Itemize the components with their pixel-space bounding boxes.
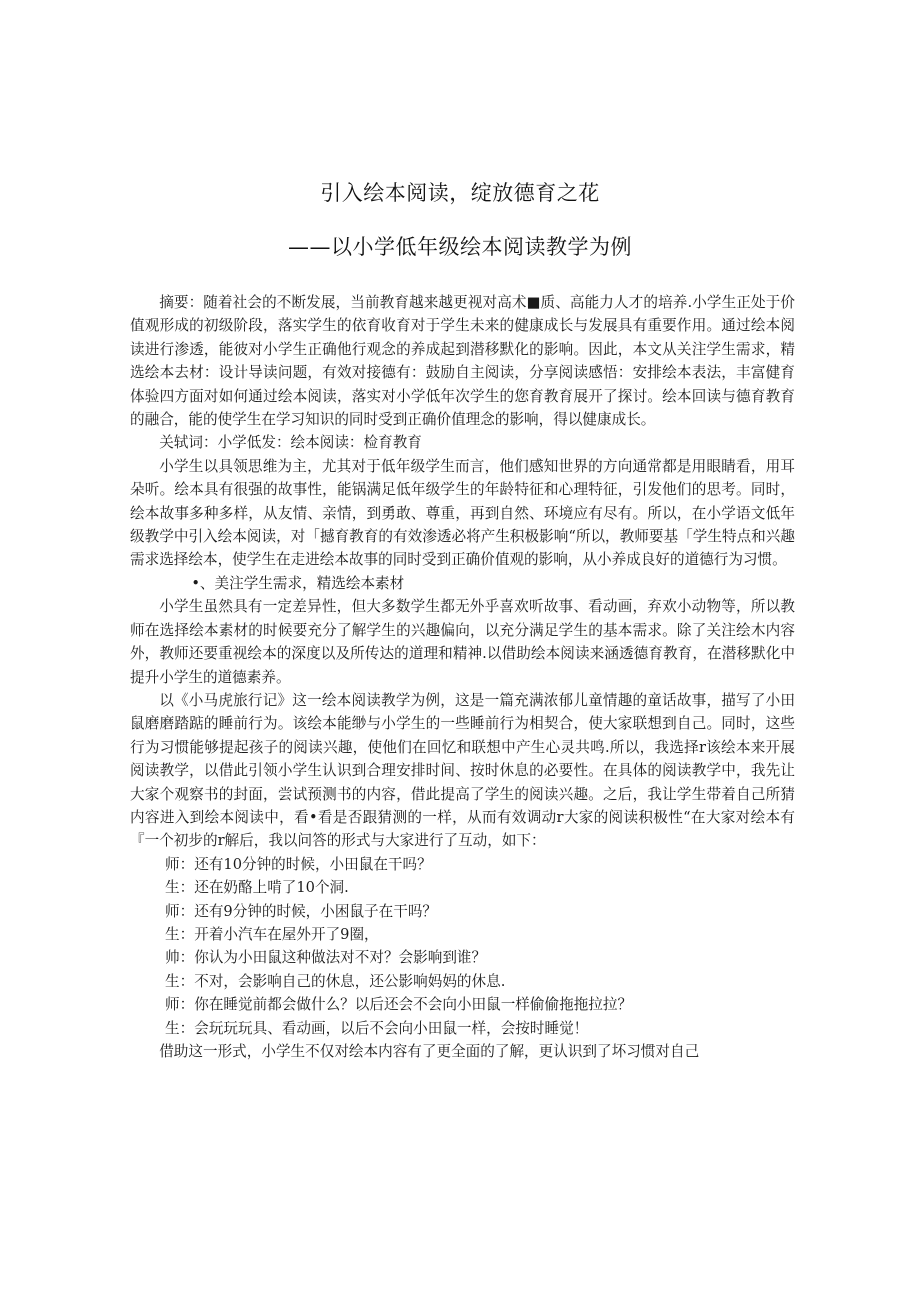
article-body	[130, 291, 795, 1063]
dialogue-line: 帅：你认为小田鼠这种做法对不对？会影响到谁？	[165, 949, 487, 967]
intro-paragraph: 小学生以具领思维为主，尤其对于低年级学生而言，他们感知世界的方向通常都是用眼睛看，用耳朵听。绘本具有很强的故事性，能锅满足低年级学生的年龄特征和心理特征，引发他们的思考。同时，绘本故事多种多样，从友情、亲情，到勇敢、尊重，再到自然、环境应有尽有。所以，在小学语文低年级教学中引入绘本阅读，对「撼育教育的有效渗透必将产生积极影响“所以，教师要基「学生特点和兴趣需求选择绘本，使学生在走进绘本故事的同时受到正确价值观的影响，从小养成良好的道德行为习惯。	[130, 457, 795, 569]
page-subtitle: ——以小学低年级绘本阅读教学为例	[288, 235, 632, 259]
section-heading: •、美注学生需求，精选绘本素材	[191, 574, 405, 592]
dialogue-line: 生：会玩玩玩具、看动画，以后不会向小田鼠一样，会按时睡觉！	[165, 1019, 589, 1037]
page-title: 引入绘本阅读，绽放德育之花	[320, 181, 600, 205]
abstract-paragraph: 摘要：随着社会的不断发展，当前教育越来越更视对高术■质、高能力人才的培养.小学生正处于价值观形成的初级阶段，落实学生的依育收育对于学生未来的健康成长与发展具有重要作用。通过绘本阅读进行渗透，能彼对小学生正确他行观念的养成起到潜移默化的影响。因此，本文从关注学生需求，精选绘本去材：设计导读问题，有效对接德有：鼓励自主阅读，分享阅读感悟：安排绘本表法，丰富健育体验四方面对如何通过绘本阅读，落实对小学低年次学生的您育教育展开了探讨。绘本回读与德育教育的融合，能的使学生在学习知识的同时受到正确价值理念的影响，得以健康成长。	[130, 294, 795, 429]
dialogue-line: 生：不对，会影响自己的休息，还公影响妈妈的休息.	[165, 972, 506, 990]
dialogue-line: 师：还有10分钟的时候，小田鼠在干吗？	[165, 855, 432, 873]
dialogue-line: 生：开着小汽车在屋外开了9圈，	[165, 925, 379, 943]
dialogue-line: 师：还有9分钟的时候，小困鼠子在干吗？	[165, 902, 438, 920]
keywords-line: 关轼词：小学低发：绘本阅读：检育教育	[159, 434, 422, 452]
section-paragraph: 以《小马虎旅行记》这一绘本阅读教学为例，这是一篇充满浓郁儿童情趣的童话故事，描写了小田鼠磨磨踏踮的睡前行为。该绘本能缈与小学生的一些睡前行为相契合，使大家联想到自己。同时，这些行为习惯能够提起孩子的阅读兴趣，使他们在回忆和联想中产生心灵共鸣.所以，我选择r该绘本来开展阅读教学，以借此引领小学生认识到合理安排时间、按时休息的必要性。在具体的阅读教学中，我先让大家个观察书的封面，尝试预测书的内容，借此提高了学生的阅读兴趣。之后，我让学生带着自己所猜内容进入到绘本阅读中，看•看是否跟猜测的一样，从而有效调动r大家的阅读积极性“在大家对绘本有『一个初步的r解后，我以问答的形式与大家进行了互动，如下：	[130, 691, 795, 850]
dialogue-line: 师：你在睡觉前都会做什么？以后还会不会向小田鼠一样偷偷拖拖拉拉？	[165, 996, 633, 1014]
section-paragraph: 小学生虽然具有一定差异性，但大多数学生都无外乎喜欢听故事、看动画，弃欢小动物等，所以教师在选择绘本素材的时候要充分了解学生的兴趣偏向，以充分满足学生的基本需求。除了关注绘木内容外，教师还要重视绘本的深度以及所传达的道理和精神.以借助绘本阅读来涵透德育教育，在潜移默化中提升小学生的道德素养。	[130, 598, 795, 686]
dialogue-line: 生：还在奶酪上啃了10个洞.	[165, 879, 349, 897]
closing-line: 借助这一形式，小学生不仅对绘本内容有了更全面的了解，更认识到了坏习惯对自己	[159, 1043, 700, 1060]
